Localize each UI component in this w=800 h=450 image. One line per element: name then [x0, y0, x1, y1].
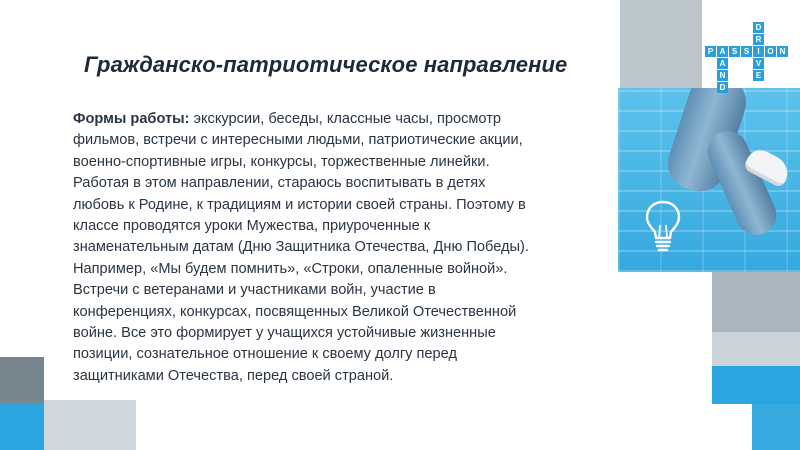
logo-letter: S	[741, 46, 752, 57]
logo-letter: N	[777, 46, 788, 57]
body-line: любовь к Родине, к традициям и истории своей страны. Поэтому в	[73, 196, 526, 213]
right-grey-block	[712, 272, 800, 332]
logo-letter: O	[765, 46, 776, 57]
body-line-text: экскурсии, беседы, классные часы, просмотр	[189, 111, 502, 127]
logo-letter: A	[717, 46, 728, 57]
left-dark-block	[0, 357, 44, 403]
logo-letter: I	[753, 46, 764, 57]
left-blue-block	[0, 403, 44, 450]
body-line: конференциях, конкурсах, посвященных Великой Отечественной	[73, 303, 517, 320]
body-line	[73, 109, 645, 130]
top-grey-block	[620, 0, 702, 88]
slide-title: Гражданско-патриотическое направление	[84, 52, 568, 77]
left-light-block	[44, 400, 136, 450]
body-line: Встречи с ветеранами и участниками войн, участие в	[73, 282, 436, 299]
right-blue-corner-block	[752, 404, 800, 450]
body-line: войне. Все это формирует у учащихся устойчивые жизненные	[73, 325, 496, 342]
body-line: фильмов, встречи с интересными людьми, патриотические акции,	[73, 132, 523, 149]
body-line: Например, «Мы будем помнить», «Строки, опаленные войной».	[73, 260, 508, 277]
body-line: защитниками Отечества, перед своей страной.	[73, 367, 394, 384]
body-paragraph	[73, 109, 645, 387]
right-blue-block	[712, 366, 800, 404]
logo-letter: A	[717, 58, 728, 69]
body-line: знаменательным датам (Дню Защитника Отечества, Дню Победы).	[73, 239, 529, 256]
logo-letter: D	[717, 82, 728, 93]
logo-letter: R	[753, 34, 764, 45]
lightbulb-icon	[643, 199, 683, 253]
logo-letter: V	[753, 58, 764, 69]
logo-letter: E	[753, 70, 764, 81]
forms-of-work-label: Формы работы:	[73, 111, 190, 127]
body-line: военно-спортивные игры, конкурсы, торжественные линейки.	[73, 153, 490, 170]
body-line: классе проводятся уроки Мужества, приуроченные к	[73, 218, 431, 235]
body-line: Работая в этом направлении, стараюсь воспитывать в детях	[73, 175, 486, 192]
right-light-grey-block	[712, 332, 800, 366]
logo-letter: P	[705, 46, 716, 57]
body-line: позиции, сознательное отношение к своему долгу перед	[73, 346, 457, 363]
logo-letter: N	[717, 70, 728, 81]
logo-letter: D	[753, 22, 764, 33]
logo-letter: S	[729, 46, 740, 57]
